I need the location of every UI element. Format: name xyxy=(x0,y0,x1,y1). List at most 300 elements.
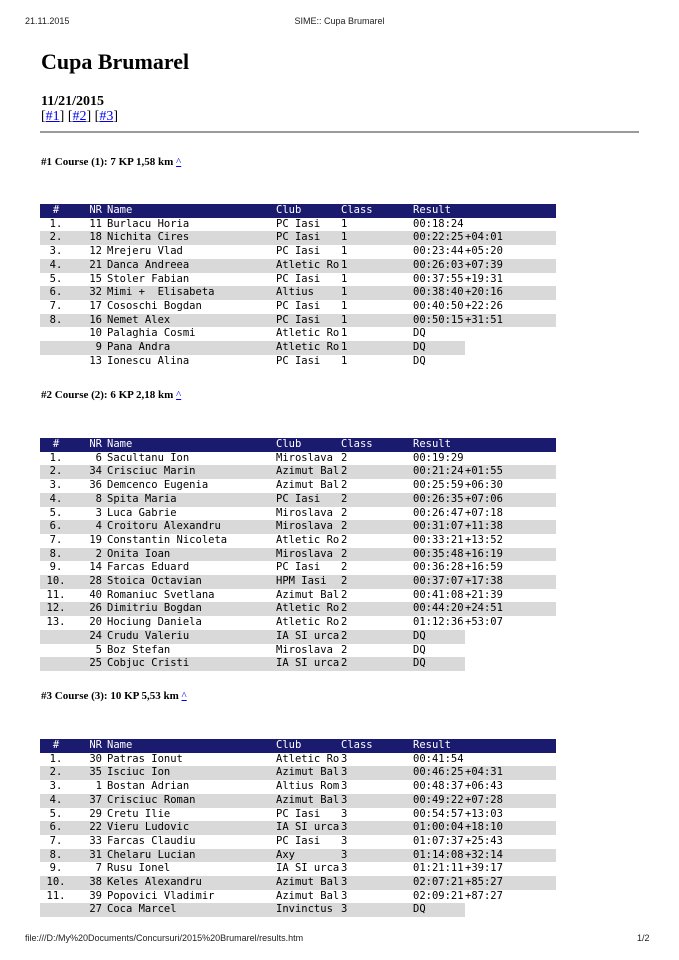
cell-club: Miroslava xyxy=(276,520,341,534)
cell-cls: 1 xyxy=(341,272,348,285)
cell-name: Danca Andreea xyxy=(102,259,276,273)
cell-pos xyxy=(40,327,72,341)
cell-diff xyxy=(465,452,556,466)
cell-nr: 12 xyxy=(89,245,102,258)
column-header-num: # xyxy=(40,739,72,753)
cell-name: Spita Maria xyxy=(102,493,276,507)
table-row xyxy=(40,630,556,644)
table-row xyxy=(40,327,556,341)
cell-time: 01:00:04 xyxy=(413,821,464,834)
column-header-class: Class xyxy=(341,739,413,753)
cell-name: Constantin Nicoleta xyxy=(107,533,228,546)
print-page-number: 1/2 xyxy=(637,933,650,943)
cell-name: Nichita Cires xyxy=(102,231,276,245)
cell-cls: 2 xyxy=(341,643,348,656)
cell-diff xyxy=(465,903,556,917)
cell-time: 01:21:11 xyxy=(413,862,464,875)
cell-time: 01:07:37 xyxy=(413,834,464,847)
table-row xyxy=(40,479,556,493)
column-header-blank xyxy=(465,739,556,753)
divider xyxy=(40,131,639,133)
table-header-row xyxy=(40,739,556,753)
cell-pos: 1. xyxy=(49,217,63,230)
cell-pos: 6. xyxy=(40,821,72,835)
cell-diff: +18:10 xyxy=(465,821,556,835)
table-row xyxy=(40,273,556,287)
cell-club: PC Iasi xyxy=(276,561,321,574)
table-row xyxy=(40,300,556,314)
table-row xyxy=(40,286,556,300)
table-header-row xyxy=(40,204,556,218)
cell-time: 00:41:08 xyxy=(413,588,464,601)
cell-pos: 11. xyxy=(46,588,66,601)
cell-club: Miroslava xyxy=(276,643,333,656)
table-row xyxy=(40,753,556,767)
cell-name: Isciuc Ion xyxy=(102,766,276,780)
cell-cls: 2 xyxy=(341,506,348,519)
cell-cls: 2 xyxy=(341,616,348,629)
cell-time: 00:37:07 xyxy=(413,575,464,588)
cell-pos xyxy=(40,644,72,658)
cell-club: Atletic Ro xyxy=(276,533,340,546)
table-row xyxy=(40,644,556,658)
cell-nr: 13 xyxy=(89,354,102,367)
cell-nr: 3 xyxy=(95,506,102,519)
cell-time: 00:37:55 xyxy=(413,272,464,285)
cell-nr: 2 xyxy=(72,548,102,562)
course-link-2[interactable]: #2 xyxy=(72,109,87,124)
cell-time: 00:44:20 xyxy=(413,602,464,615)
cell-pos: 9. xyxy=(49,561,63,574)
cell-nr: 29 xyxy=(89,807,102,820)
cell-club: Axy xyxy=(276,849,341,863)
cell-name: Stoler Fabian xyxy=(107,272,190,285)
column-header-num: # xyxy=(40,438,72,452)
cell-club: Azimut Bal xyxy=(276,876,340,889)
event-date: 11/21/2015 xyxy=(41,94,105,109)
cell-name: Luca Gabrie xyxy=(107,506,177,519)
cell-time: 00:33:21 xyxy=(413,533,464,546)
table-row xyxy=(40,259,556,273)
column-header-nr: NR xyxy=(72,438,102,452)
cell-cls: 2 xyxy=(341,479,348,492)
cell-club: Atletic Ro xyxy=(276,752,340,765)
cell-club: Altius Rom xyxy=(276,780,340,793)
column-header-nr: NR xyxy=(72,204,102,218)
cell-time: 00:21:24 xyxy=(413,465,464,478)
cell-time: 00:25:59 xyxy=(413,479,464,492)
cell-diff: +19:31 xyxy=(465,272,503,285)
cell-diff: +04:01 xyxy=(465,231,556,245)
column-header-club: Club xyxy=(276,739,341,753)
cell-cls: 3 xyxy=(341,903,413,917)
print-title: SIME:: Cupa Brumarel xyxy=(294,16,385,26)
cell-club: Atletic Ro xyxy=(276,616,340,629)
cell-pos: 6. xyxy=(40,520,72,534)
cell-nr: 17 xyxy=(89,299,102,312)
cell-diff xyxy=(465,753,556,767)
cell-cls: 1 xyxy=(341,314,413,328)
cell-diff: +05:20 xyxy=(465,245,503,258)
cell-cls: 3 xyxy=(341,794,413,808)
cell-cls: 2 xyxy=(341,561,348,574)
cell-nr: 38 xyxy=(72,876,102,890)
cell-pos: 6. xyxy=(40,286,72,300)
cell-pos: 8. xyxy=(40,849,72,863)
cell-time: 00:46:25 xyxy=(413,766,464,779)
cell-cls: 2 xyxy=(341,533,348,546)
cell-nr: 34 xyxy=(72,465,102,479)
cell-pos: 11. xyxy=(46,889,66,902)
column-header-club: Club xyxy=(276,438,341,452)
cell-name: Pana Andra xyxy=(102,341,276,355)
back-to-top-link[interactable]: ^ xyxy=(176,389,182,401)
cell-time: 01:14:08 xyxy=(413,848,464,861)
cell-time: 00:26:03 xyxy=(413,258,464,271)
cell-time: DQ xyxy=(413,643,426,656)
cell-diff: +16:19 xyxy=(465,548,556,562)
table-row xyxy=(40,821,556,835)
results-table-course-1 xyxy=(40,204,556,368)
cell-nr: 22 xyxy=(72,821,102,835)
course-heading-text: #3 Course (3): 10 KP 5,53 km xyxy=(41,690,179,702)
cell-diff xyxy=(465,341,556,355)
cell-name: Stoica Octavian xyxy=(102,575,276,589)
cell-time: 00:19:29 xyxy=(413,451,464,464)
print-path: file:///D:/My%20Documents/Concursuri/2015%20Brumarel/results.htm xyxy=(25,933,304,943)
cell-cls: 2 xyxy=(341,465,413,479)
cell-time: 00:40:50 xyxy=(413,299,464,312)
table-header-row xyxy=(40,438,556,452)
cell-club: PC Iasi xyxy=(276,493,341,507)
cell-diff: +39:17 xyxy=(465,862,503,875)
cell-name: Rusu Ionel xyxy=(107,862,171,875)
cell-name: Romaniuc Svetlana xyxy=(107,588,215,601)
cell-diff xyxy=(465,218,556,232)
cell-nr: 31 xyxy=(72,849,102,863)
cell-time: DQ xyxy=(413,354,426,367)
table-row xyxy=(40,561,556,575)
cell-diff: +24:51 xyxy=(465,602,556,616)
column-header-blank xyxy=(465,204,556,218)
table-row xyxy=(40,903,556,917)
table-row xyxy=(40,534,556,548)
cell-diff: +22:26 xyxy=(465,299,503,312)
cell-nr: 1 xyxy=(95,780,102,793)
table-row xyxy=(40,314,556,328)
cell-time: 02:09:21 xyxy=(413,889,464,902)
cell-diff: +06:43 xyxy=(465,780,503,793)
table-row xyxy=(40,808,556,822)
column-header-club: Club xyxy=(276,204,341,218)
cell-nr: 14 xyxy=(89,561,102,574)
cell-club: Miroslava xyxy=(276,548,341,562)
table-row xyxy=(40,548,556,562)
cell-nr: 35 xyxy=(72,766,102,780)
cell-diff: +25:43 xyxy=(465,834,503,847)
cell-club: PC Iasi xyxy=(276,245,321,258)
cell-diff: +06:30 xyxy=(465,479,503,492)
cell-diff: +32:14 xyxy=(465,849,556,863)
table-row xyxy=(40,602,556,616)
cell-nr: 36 xyxy=(89,479,102,492)
cell-name: Farcas Claudiu xyxy=(107,834,196,847)
cell-name: Croitoru Alexandru xyxy=(102,520,276,534)
column-header-result: Result xyxy=(413,438,465,452)
cell-time: 01:12:36 xyxy=(413,616,464,629)
cell-nr: 11 xyxy=(89,217,102,230)
cell-pos: 13. xyxy=(46,616,66,629)
cell-time: 00:35:48 xyxy=(413,547,464,560)
cell-diff: +07:18 xyxy=(465,506,503,519)
cell-pos xyxy=(40,657,72,671)
cell-club: Azimut Bal xyxy=(276,889,340,902)
cell-pos: 12. xyxy=(40,602,72,616)
table-row xyxy=(40,465,556,479)
cell-diff: +21:39 xyxy=(465,588,503,601)
cell-club: Azimut Bal xyxy=(276,793,340,806)
cell-diff xyxy=(465,630,556,644)
cell-name: Nemet Alex xyxy=(102,314,276,328)
cell-cls: 1 xyxy=(341,259,413,273)
cell-pos: 5. xyxy=(49,807,63,820)
cell-pos: 7. xyxy=(49,533,63,546)
cell-diff: +31:51 xyxy=(465,314,556,328)
cell-name: Onita Ioan xyxy=(102,548,276,562)
cell-cls: 3 xyxy=(341,821,413,835)
cell-name: Farcas Eduard xyxy=(107,561,190,574)
cell-diff: +20:16 xyxy=(465,286,556,300)
table-row xyxy=(40,657,556,671)
cell-cls: 2 xyxy=(341,657,413,671)
cell-time: DQ xyxy=(413,657,465,671)
cell-cls: 1 xyxy=(341,245,348,258)
cell-club: IA SI urca xyxy=(276,821,340,834)
table-row xyxy=(40,520,556,534)
cell-time: DQ xyxy=(413,630,465,644)
cell-diff: +17:38 xyxy=(465,575,556,589)
cell-club: PC Iasi xyxy=(276,354,321,367)
cell-pos: 10. xyxy=(40,575,72,589)
cell-nr: 7 xyxy=(95,862,102,875)
course-heading-text: #1 Course (1): 7 KP 1,58 km xyxy=(41,156,174,168)
column-header-num: # xyxy=(40,204,72,218)
cell-diff: +16:59 xyxy=(465,561,503,574)
cell-name: Vieru Ludovic xyxy=(102,821,276,835)
table-row xyxy=(40,890,556,904)
cell-cls: 1 xyxy=(341,354,348,367)
cell-nr: 8 xyxy=(72,493,102,507)
table-row xyxy=(40,231,556,245)
cell-club: PC Iasi xyxy=(276,807,321,820)
cell-nr: 37 xyxy=(72,794,102,808)
cell-pos: 9. xyxy=(49,862,63,875)
course-heading-text: #2 Course (2): 6 KP 2,18 km xyxy=(41,389,174,401)
cell-name: Cobjuc Cristi xyxy=(102,657,276,671)
cell-club: Azimut Bal xyxy=(276,766,340,779)
cell-diff: +87:27 xyxy=(465,889,503,902)
cell-name: Mimi + Elisabeta xyxy=(102,286,276,300)
table-row xyxy=(40,452,556,466)
cell-cls: 3 xyxy=(341,889,348,902)
table-row xyxy=(40,589,556,603)
cell-nr: 32 xyxy=(72,286,102,300)
back-to-top-link[interactable]: ^ xyxy=(176,156,182,168)
cell-pos: 8. xyxy=(40,314,72,328)
print-date: 21.11.2015 xyxy=(25,16,70,26)
course-links: [#1] [#2] [#3] xyxy=(41,109,118,124)
cell-name: Crisciuc Marin xyxy=(102,465,276,479)
cell-nr: 40 xyxy=(89,588,102,601)
column-header-nr: NR xyxy=(72,739,102,753)
cell-time: 00:18:24 xyxy=(413,217,464,230)
cell-pos: 7. xyxy=(49,299,63,312)
cell-club: Invinctus xyxy=(276,903,341,917)
cell-nr: 6 xyxy=(95,451,102,464)
cell-time: 00:41:54 xyxy=(413,752,464,765)
cell-name: Dimitriu Bogdan xyxy=(102,602,276,616)
table-row xyxy=(40,575,556,589)
cell-cls: 2 xyxy=(341,575,413,589)
cell-cls: 1 xyxy=(341,286,413,300)
cell-cls: 1 xyxy=(341,231,413,245)
cell-diff xyxy=(465,355,556,369)
results-table-course-2 xyxy=(40,438,556,671)
cell-pos: 10. xyxy=(40,876,72,890)
cell-club: PC Iasi xyxy=(276,314,341,328)
table-row xyxy=(40,616,556,630)
cell-club: PC Iasi xyxy=(276,299,321,312)
cell-cls: 2 xyxy=(341,548,413,562)
cell-nr: 19 xyxy=(89,533,102,546)
cell-diff: +01:55 xyxy=(465,465,556,479)
cell-club: Miroslava xyxy=(276,506,333,519)
column-header-blank xyxy=(465,438,556,452)
cell-diff xyxy=(465,657,556,671)
column-header-name: Name xyxy=(102,438,276,452)
cell-cls: 2 xyxy=(341,602,413,616)
cell-time: 00:26:47 xyxy=(413,506,464,519)
cell-club: Atletic Ro xyxy=(276,258,340,271)
cell-pos: 3. xyxy=(49,479,63,492)
cell-diff: +13:52 xyxy=(465,533,503,546)
cell-name: Sacultanu Ion xyxy=(107,451,190,464)
cell-cls: 2 xyxy=(341,451,348,464)
cell-name: Patras Ionut xyxy=(107,752,183,765)
column-header-name: Name xyxy=(102,204,276,218)
cell-club: Atletic Ro xyxy=(276,327,340,340)
cell-nr: 5 xyxy=(95,643,102,656)
course-3-heading xyxy=(41,690,187,702)
cell-cls: 1 xyxy=(341,217,348,230)
cell-pos: 1. xyxy=(49,752,63,765)
cell-cls: 2 xyxy=(341,588,348,601)
cell-time: 00:26:35 xyxy=(413,492,464,505)
cell-cls: 3 xyxy=(341,862,348,875)
table-row xyxy=(40,218,556,232)
table-row xyxy=(40,245,556,259)
course-link-1[interactable]: #1 xyxy=(45,109,60,124)
cell-nr: 25 xyxy=(72,657,102,671)
cell-club: IA SI urca xyxy=(276,862,340,875)
cell-cls: 1 xyxy=(341,327,348,340)
cell-time: 00:54:57 xyxy=(413,807,464,820)
cell-pos: 5. xyxy=(49,272,63,285)
cell-name: Burlacu Horia xyxy=(107,217,190,230)
cell-time: 00:48:37 xyxy=(413,780,464,793)
cell-pos: 1. xyxy=(49,451,63,464)
cell-club: PC Iasi xyxy=(276,217,321,230)
table-row xyxy=(40,780,556,794)
cell-nr: 18 xyxy=(72,231,102,245)
cell-pos xyxy=(40,630,72,644)
table-row xyxy=(40,493,556,507)
cell-time: 00:38:40 xyxy=(413,286,464,299)
cell-cls: 3 xyxy=(341,876,413,890)
cell-club: Miroslava xyxy=(276,451,333,464)
column-header-result: Result xyxy=(413,204,465,218)
cell-name: Palaghia Cosmi xyxy=(107,327,196,340)
cell-diff: +53:07 xyxy=(465,616,503,629)
cell-name: Keles Alexandru xyxy=(102,876,276,890)
cell-pos: 4. xyxy=(40,259,72,273)
cell-diff: +11:38 xyxy=(465,520,556,534)
cell-name: Chelaru Lucian xyxy=(102,849,276,863)
cell-club: Azimut Bal xyxy=(276,479,340,492)
cell-club: PC Iasi xyxy=(276,834,321,847)
cell-time: 00:22:25 xyxy=(413,231,464,244)
cell-nr: 20 xyxy=(89,616,102,629)
cell-pos: 4. xyxy=(40,794,72,808)
cell-diff: +13:03 xyxy=(465,807,503,820)
cell-nr: 33 xyxy=(89,834,102,847)
cell-club: IA SI urca xyxy=(276,629,340,642)
course-link-3[interactable]: #3 xyxy=(99,109,114,124)
cell-diff xyxy=(465,327,556,341)
cell-name: Demcenco Eugenia xyxy=(107,479,209,492)
cell-cls: 3 xyxy=(341,752,348,765)
table-row xyxy=(40,835,556,849)
cell-cls: 2 xyxy=(341,520,413,534)
cell-diff xyxy=(465,644,556,658)
course-1-heading xyxy=(41,156,181,168)
cell-club: Azimut Bal xyxy=(276,588,340,601)
cell-cls: 3 xyxy=(341,766,413,780)
cell-time: 02:07:21 xyxy=(413,876,464,889)
cell-time: 00:49:22 xyxy=(413,793,464,806)
cell-nr: 28 xyxy=(72,575,102,589)
cell-nr: 30 xyxy=(89,752,102,765)
table-row xyxy=(40,862,556,876)
table-row xyxy=(40,355,556,369)
cell-nr: 24 xyxy=(72,630,102,644)
page-title: Cupa Brumarel xyxy=(41,49,190,74)
table-row xyxy=(40,849,556,863)
cell-club: HPM Iasi xyxy=(276,575,341,589)
cell-pos: 8. xyxy=(40,548,72,562)
cell-club: Atletic Ro xyxy=(276,341,340,354)
back-to-top-link[interactable]: ^ xyxy=(181,690,187,702)
cell-diff: +07:06 xyxy=(465,493,556,507)
table-row xyxy=(40,341,556,355)
cell-cls: 3 xyxy=(341,849,413,863)
cell-club: PC Iasi xyxy=(276,272,321,285)
cell-club: Azimut Bal xyxy=(276,465,340,478)
table-row xyxy=(40,876,556,890)
cell-name: Cretu Ilie xyxy=(107,807,171,820)
cell-nr: 9 xyxy=(72,341,102,355)
cell-name: Hociung Daniela xyxy=(107,616,202,629)
